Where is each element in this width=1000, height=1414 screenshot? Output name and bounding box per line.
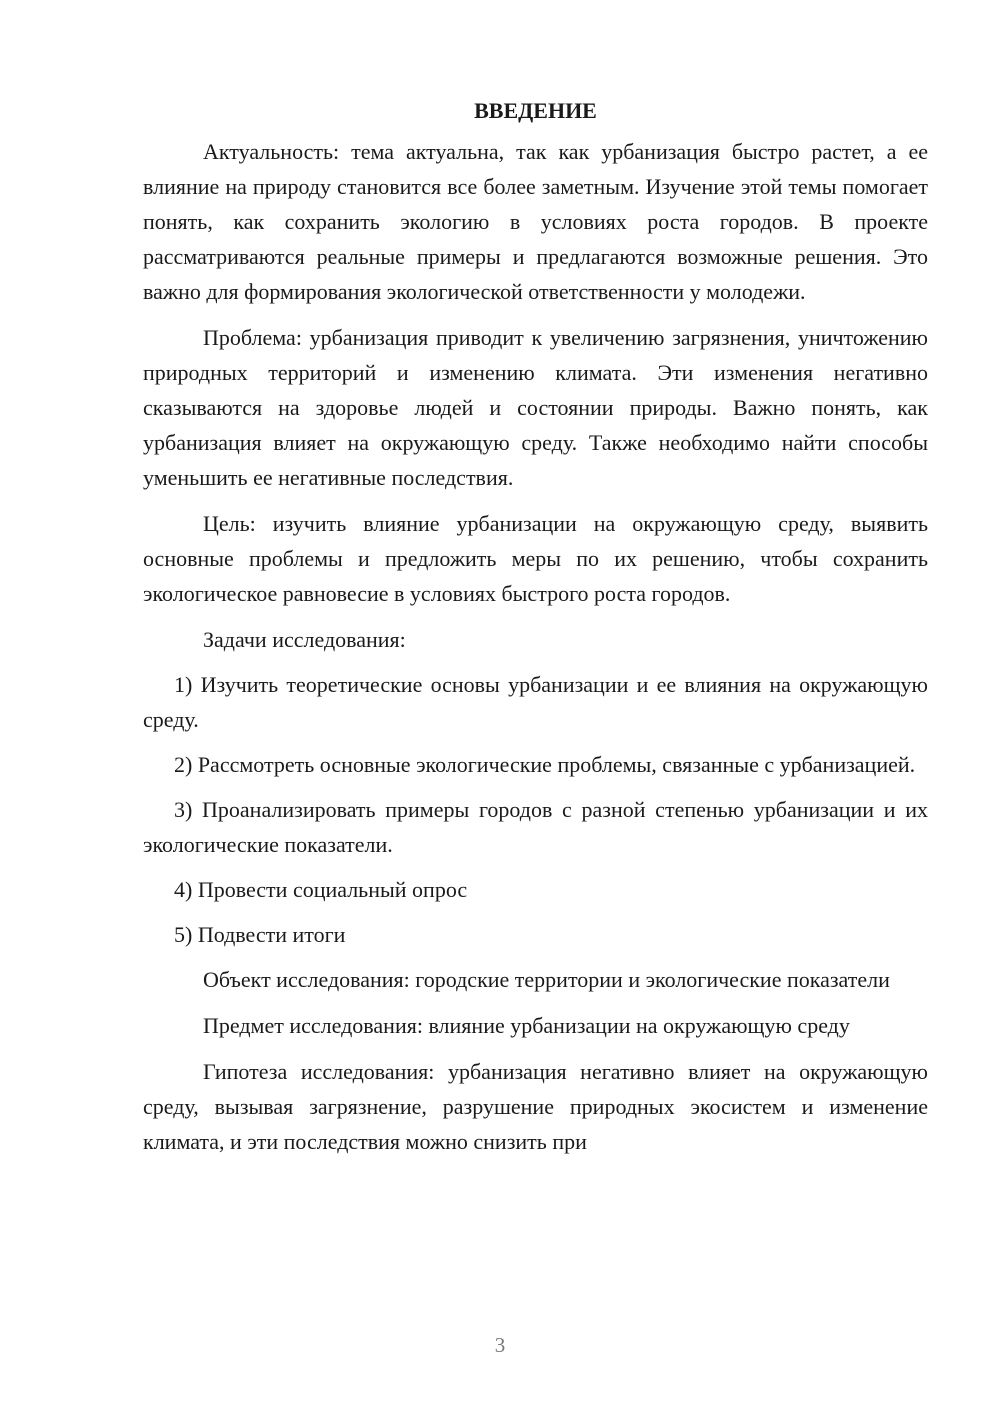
task-item-1: 1) Изучить теоретические основы урбанизации и ее влияния на окружающую среду. [143, 672, 928, 732]
relevance-paragraph: Актуальность: тема актуальна, так как урбанизация быстро растет, а ее влияние на природу становится все более заметным. Изучение этой темы помогает понять, как сохранить экологию в условиях роста городов. В проекте рассматриваются реальные примеры и предлагаются возможные решения. Это важно для формирования экологической ответственности у молодежи. [143, 139, 928, 304]
goal-paragraph: Цель: изучить влияние урбанизации на окружающую среду, выявить основные проблемы и предложить меры по их решению, чтобы сохранить экологическое равновесие в условиях быстрого роста городов. [143, 511, 928, 606]
task-item-2: 2) Рассмотреть основные экологические проблемы, связанные с урбанизацией. [174, 752, 916, 777]
page-title: ВВЕДЕНИЕ [474, 98, 597, 123]
task-item-3: 3) Проанализировать примеры городов с разной степенью урбанизации и их экологические показатели. [143, 797, 928, 857]
task-item-5: 5) Подвести итоги [174, 922, 346, 947]
hypothesis-paragraph: Гипотеза исследования: урбанизация негативно влияет на окружающую среду, вызывая загрязнение, разрушение природных экосистем и изменение климата, и эти последствия можно снизить при [143, 1059, 928, 1154]
page-number: 3 [494, 1333, 506, 1357]
object-paragraph: Объект исследования: городские территории и экологические показатели [203, 967, 890, 992]
problem-paragraph: Проблема: урбанизация приводит к увеличению загрязнения, уничтожению природных территорий и изменению климата. Эти изменения негативно сказываются на здоровье людей и состоянии природы. Важно понять, как урбанизация влияет на окружающую среду. Также необходимо найти способы уменьшить ее негативные последствия. [143, 325, 928, 490]
task-item-4: 4) Провести социальный опрос [174, 877, 468, 902]
subject-paragraph: Предмет исследования: влияние урбанизации на окружающую среду [203, 1013, 850, 1038]
tasks-heading: Задачи исследования: [203, 627, 406, 652]
